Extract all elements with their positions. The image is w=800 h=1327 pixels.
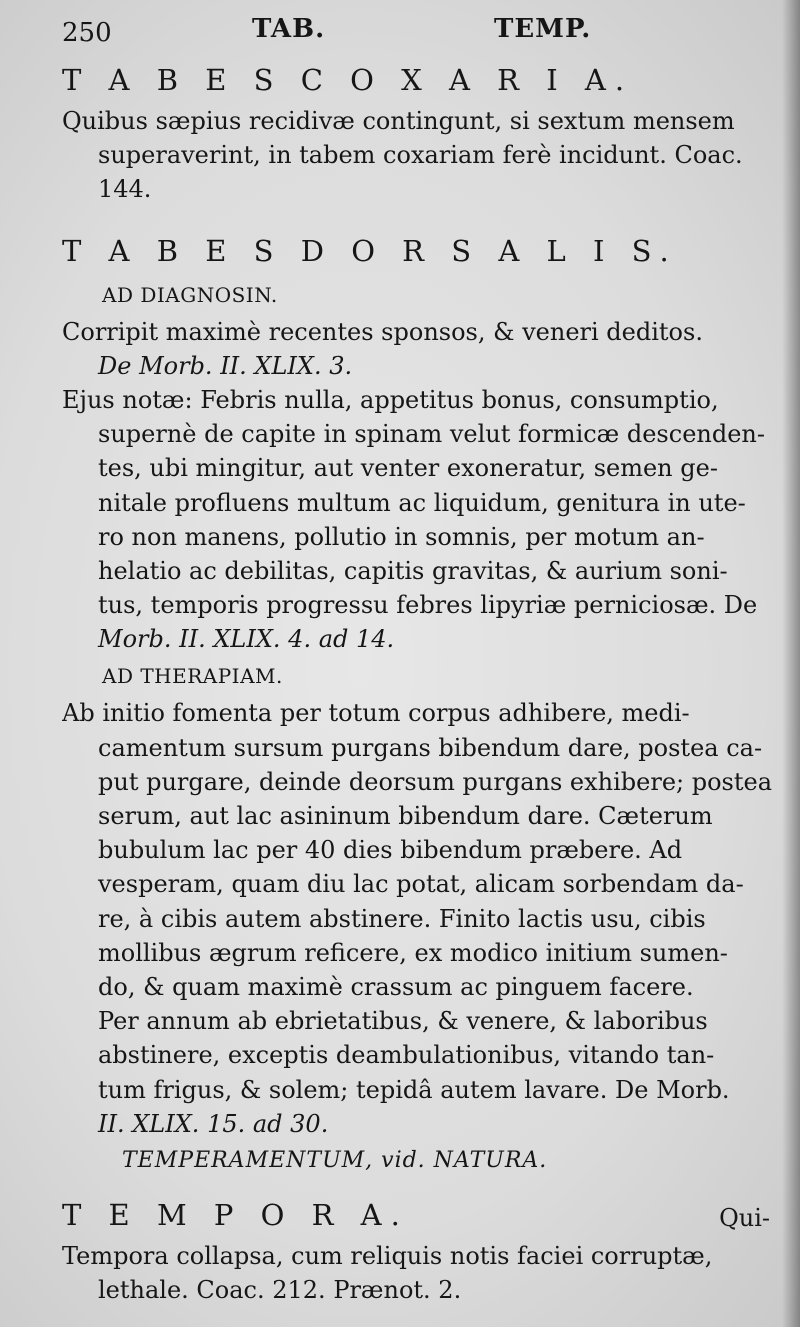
text-line: mollibus ægrum reficere, ex modico initium sumen- [98, 938, 728, 967]
paragraph [62, 1239, 774, 1307]
page-content [62, 56, 774, 1307]
subheading-diagnosis: AD DIAGNOSIN. [102, 282, 278, 307]
subheading-therapy: AD THERAPIAM. [102, 664, 283, 689]
text-line: helatio ac debilitas, capitis gravitas, & aurium soni- [98, 556, 728, 585]
running-head-left: TAB. [252, 14, 326, 44]
text-line: tes, ubi mingitur, aut venter exoneratur, semen ge- [98, 454, 718, 483]
text-line: supernè de capite in spinam velut formicæ descenden- [98, 420, 765, 449]
text-line: nitale profluens multum ac liquidum, genitura in ute- [98, 488, 746, 517]
text-line: re, à cibis autem abstinere. Finito lactis usu, cibis [98, 904, 706, 933]
section-tabes-coxaria [62, 56, 774, 207]
text-line: tus, temporis progressu febres lipyriæ perniciosæ. De [98, 591, 758, 620]
catchword: Qui- [719, 1204, 770, 1232]
text-line: vesperam, quam diu lac potat, alicam sorbendam da- [98, 870, 744, 899]
page-number: 250 [62, 18, 112, 48]
text-line: Corripit maximè recentes sponsos, & veneri deditos. [62, 317, 703, 346]
text-line: Ab initio fomenta per totum corpus adhibere, medi- [62, 699, 690, 728]
text-line: Ejus notæ: Febris nulla, appetitus bonus, consumptio, [62, 385, 719, 414]
text-line: bubulum lac per 40 dies bibendum præbere. Ad [98, 836, 683, 865]
text-line: superaverint, in tabem coxariam ferè incidunt. Coac. [98, 141, 743, 170]
text-line: 144. [98, 175, 152, 204]
citation-line: II. XLIX. 15. ad 30. [98, 1109, 329, 1138]
paragraph [62, 696, 774, 1140]
text-line: lethale. Coac. 212. Prænot. 2. [98, 1276, 462, 1305]
text-line: Per annum ab ebrietatibus, & venere, & laboribus [98, 1007, 708, 1036]
paragraph [62, 104, 774, 207]
text-line: Quibus sæpius recidivæ contingunt, si sextum mensem [62, 107, 735, 135]
text-line: Tempora collapsa, cum reliquis notis faciei corruptæ, [62, 1241, 713, 1270]
section-heading: T E M P O R A. [62, 1197, 409, 1232]
text-line: do, & quam maximè crassum ac pinguem facere. [98, 972, 694, 1001]
text-line: tum frigus, & solem; tepidâ autem lavare. De Morb. [98, 1075, 730, 1104]
citation-line: De Morb. II. XLIX. 3. [98, 351, 353, 380]
text-line: camentum sursum purgans bibendum dare, postea ca- [98, 733, 763, 762]
text-line: ro non manens, pollutio in somnis, per motum an- [98, 522, 705, 551]
section-tempora [62, 1191, 774, 1307]
citation-line: Morb. II. XLIX. 4. ad 14. [98, 625, 395, 654]
section-tabes-dorsalis [62, 227, 774, 1141]
running-head-right: TEMP. [494, 14, 592, 44]
section-heading: T A B E S C O X A R I A. [62, 63, 634, 97]
cross-reference: TEMPERAMENTUM, vid. NATURA. [122, 1147, 548, 1173]
paragraph [62, 315, 774, 383]
text-line: serum, aut lac asininum bibendum dare. Cæterum [98, 802, 713, 830]
running-head [62, 14, 672, 50]
section-heading: T A B E S D O R S A L I S. [62, 233, 678, 268]
paragraph [62, 383, 774, 657]
text-line: abstinere, exceptis deambulationibus, vitando tan- [98, 1041, 715, 1070]
text-line: put purgare, deinde deorsum purgans exhibere; postea [98, 767, 773, 796]
